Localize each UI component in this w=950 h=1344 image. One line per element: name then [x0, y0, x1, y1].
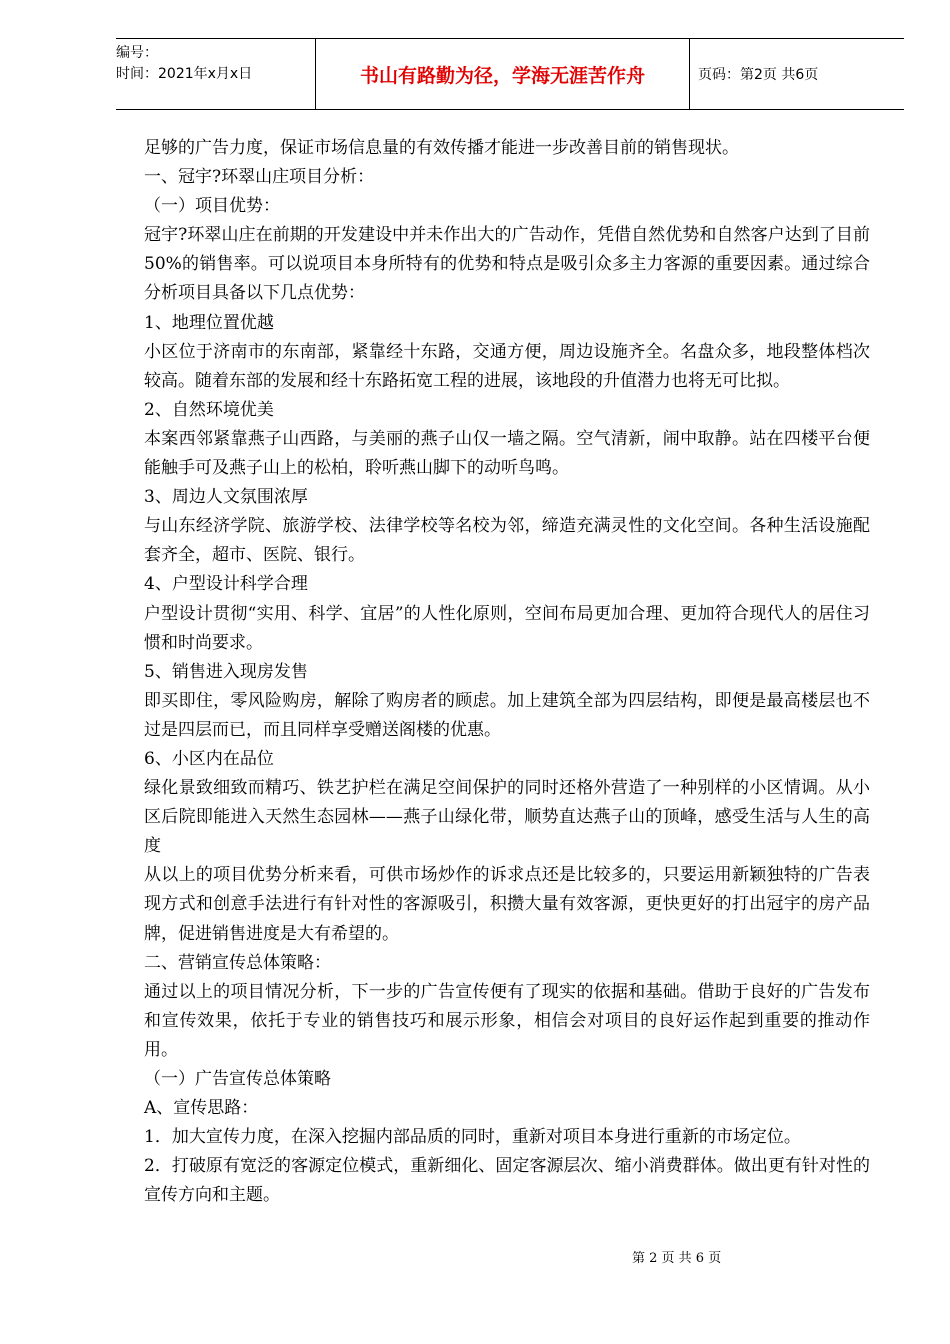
item-heading: 4、户型设计科学合理: [144, 574, 308, 595]
paragraph: 小区位于济南市的东南部，紧靠经十东路，交通方便，周边设施齐全。名盘众多，地段整体档次较高。随着东部的发展和经十东路拓宽工程的进展，该地段的升值潜力也将无可比拟。: [144, 341, 870, 391]
page-footer: 第 2 页 共 6 页: [632, 1251, 722, 1266]
item-heading: 3、周边人文氛围浓厚: [144, 487, 308, 508]
subsection-heading: （一）广告宣传总体策略: [144, 1069, 331, 1089]
paragraph: 与山东经济学院、旅游学校、法律学校等名校为邻，缔造充满灵性的文化空间。各种生活设施配套齐全，超市、医院、银行。: [144, 516, 870, 566]
item-heading: 6、小区内在品位: [144, 748, 274, 769]
document-time: 时间：2021年x月x日: [116, 66, 253, 82]
list-item: 2．打破原有宽泛的客源定位模式，重新细化、固定客源层次、缩小消费群体。做出更有针对性的宣传方向和主题。: [144, 1156, 870, 1206]
item-heading: A、宣传思路：: [144, 1098, 259, 1119]
section-heading: 二、营销宣传总体策略：: [144, 952, 331, 973]
document-body: [144, 134, 870, 1210]
paragraph: 通过以上的项目情况分析，下一步的广告宣传便有了现实的依据和基础。借助于良好的广告发布和宣传效果，依托于专业的销售技巧和展示形象，相信会对项目的良好运作起到重要的推动作用。: [144, 981, 870, 1060]
page-header: [116, 38, 904, 110]
header-page-info: 页码：第2页 共6页: [698, 67, 819, 83]
paragraph: 冠宇?环翠山庄在前期的开发建设中并未作出大的广告动作，凭借自然优势和自然客户达到了目前50%的销售率。可以说项目本身所特有的优势和特点是吸引众多主力客源的重要因素。通过综合分析项目具备以下几点优势：: [144, 225, 870, 304]
list-item: 1．加大宣传力度，在深入挖掘内部品质的同时，重新对项目本身进行重新的市场定位。: [144, 1127, 801, 1148]
item-heading: 2、自然环境优美: [144, 399, 274, 420]
paragraph: 本案西邻紧靠燕子山西路，与美丽的燕子山仅一墙之隔。空气清新，闹中取静。站在四楼平台便能触手可及燕子山上的松柏，聆听燕山脚下的动听鸟鸣。: [144, 428, 870, 479]
paragraph: 即买即住，零风险购房，解除了购房者的顾虑。加上建筑全部为四层结构，即便是最高楼层也不过是四层而已，而且同样享受赠送阁楼的优惠。: [144, 690, 870, 740]
paragraph: 户型设计贯彻“实用、科学、宜居”的人性化原则，空间布局更加合理、更加符合现代人的居住习惯和时尚要求。: [144, 603, 870, 653]
header-motto: 书山有路勤为径，学海无涯苦作舟: [315, 39, 690, 109]
section-heading: 一、冠宇?环翠山庄项目分析：: [144, 167, 375, 188]
item-heading: 1、地理位置优越: [144, 312, 274, 333]
item-heading: 5、销售进入现房发售: [144, 661, 308, 682]
header-meta: [116, 39, 315, 109]
paragraph: 足够的广告力度，保证市场信息量的有效传播才能进一步改善目前的销售现状。: [144, 138, 739, 158]
paragraph: 绿化景致细致而精巧、铁艺护栏在满足空间保护的同时还格外营造了一种别样的小区情调。从小区后院即能进入天然生态园林——燕子山绿化带，顺势直达燕子山的顶峰，感受生活与人生的高度: [144, 778, 870, 857]
document-id-label: 编号：: [116, 45, 158, 61]
paragraph: 从以上的项目优势分析来看，可供市场炒作的诉求点还是比较多的，只要运用新颖独特的广告表现方式和创意手法进行有针对性的客源吸引，积攒大量有效客源，更快更好的打出冠宇的房产品牌，促进销售进度是大有希望的。: [144, 865, 870, 944]
subsection-heading: （一）项目优势：: [144, 196, 280, 217]
